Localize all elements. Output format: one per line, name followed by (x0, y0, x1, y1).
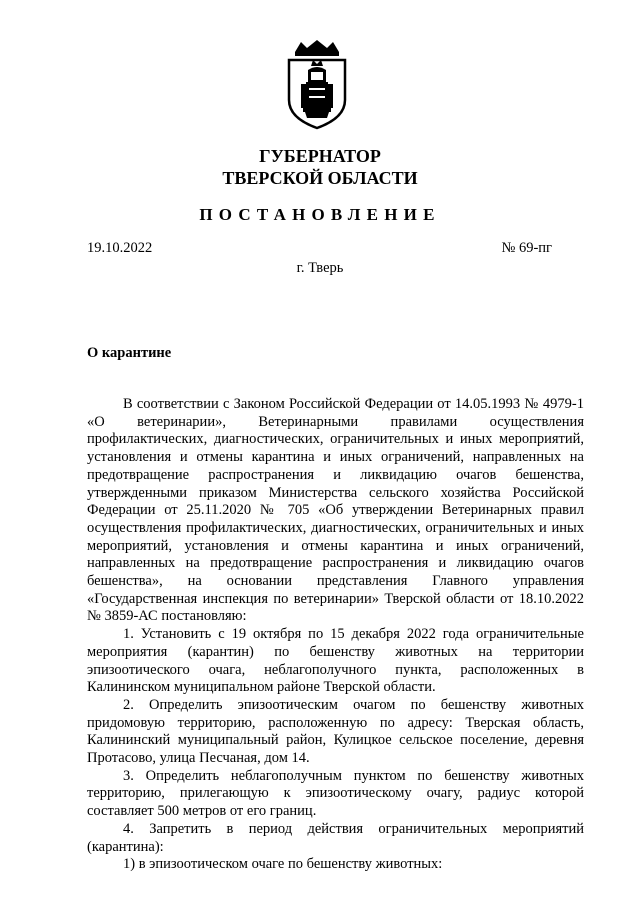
preamble-paragraph: В соответствии с Законом Российской Федерации от 14.05.1993 № 4979-1 «О ветеринарии», Ветеринарными правилами осуществления профилактических, диагностических, ограничительных и иных мероприятий, установления и отмены карантина и иных ограничений, направленных на предотвращение распространения и ликвидацию очагов бешенства, утвержденными приказом Министерства сельского хозяйства Российской Федерации от 25.11.2020 № 705 «Об утверждении Ветеринарных правил осуществления профилактических, диагностических, ограничительных и иных мероприятий, установления и отмены карантина и иных ограничений, направленных на предотвращение распространения и ликвидацию очагов бешенства», на основании представления Главного управления «Государственная инспекция по ветеринарии» Тверской области от 18.10.2022 № 3859-АС постановляю: (87, 396, 584, 625)
clause-3: 3. Определить неблагополучным пунктом по бешенству животных территорию, прилегающую к эпизоотическому очагу, радиус которой составляет 500 метров от его границ. (87, 767, 584, 820)
document-number: № 69-пг (501, 240, 552, 256)
clause-4: 4. Запретить в период действия ограничительных мероприятий (карантина): (87, 820, 584, 855)
clause-1: 1. Установить с 19 октября по 15 декабря 2022 года ограничительные мероприятия (карантин) по бешенству животных на территории эпизоотического очага, неблагополучного пункта, расположенных в Калининском муниципальном районе Тверской области. (87, 626, 584, 696)
document-body (87, 396, 584, 874)
clause-4-subitem-1: 1) в эпизоотическом очаге по бешенству животных: (123, 856, 443, 873)
governor-title-line1: ГУБЕРНАТОР (259, 146, 381, 166)
document-date: 19.10.2022 (87, 240, 153, 256)
tver-region-coat-of-arms-icon (281, 38, 353, 130)
document-type-heading: ПОСТАНОВЛЕНИЕ (199, 205, 441, 224)
document-city: г. Тверь (296, 260, 344, 276)
clause-2: 2. Определить эпизоотическим очагом по бешенству животных придомовую территорию, расположенную по адресу: Тверская область, Калининский муниципальный район, Кулицкое сельское поселение, деревня Протасово, улица Песчаная, дом 14. (87, 696, 584, 767)
document-subject: О карантине (87, 345, 172, 361)
governor-title-line2: ТВЕРСКОЙ ОБЛАСТИ (222, 168, 418, 188)
